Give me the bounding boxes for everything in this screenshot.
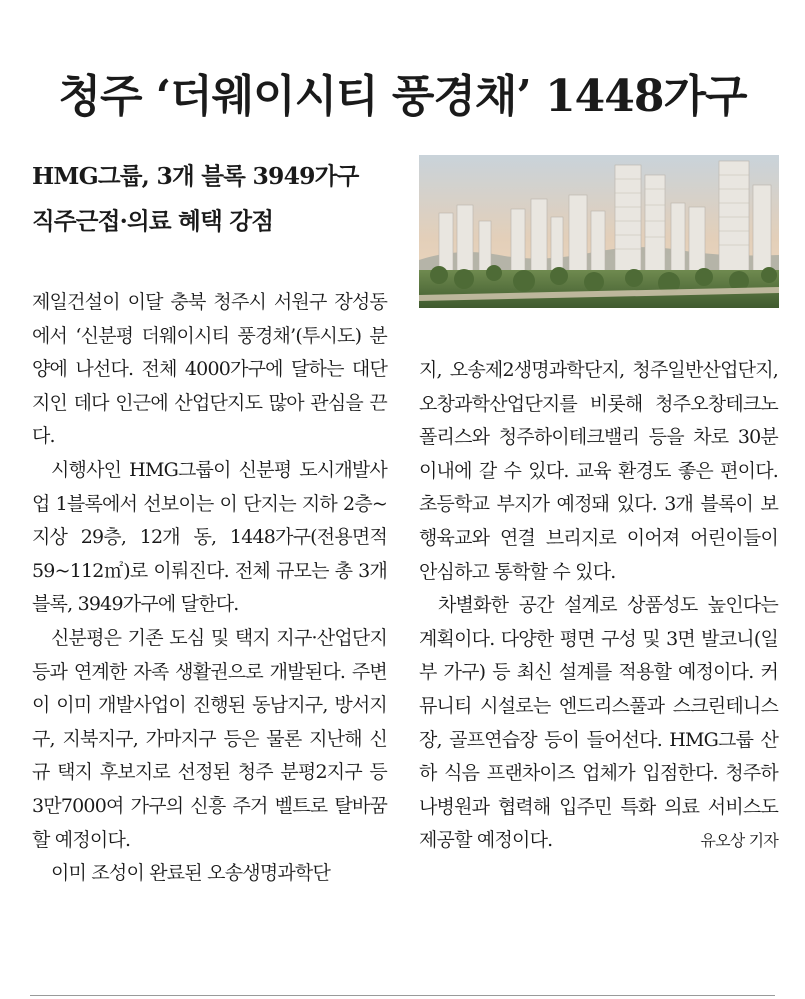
article-column-1 xyxy=(32,286,387,891)
article-paragraph: 이미 조성이 완료된 오송생명과학단 xyxy=(51,862,331,885)
bottom-divider xyxy=(30,995,775,996)
article-column-2 xyxy=(419,354,778,858)
subheadline-line-1: HMG그룹, 3개 블록 3949가구 xyxy=(32,162,359,190)
article-paragraph: 신분평은 기존 도심 및 택지 지구·산업단지 등과 연계한 자족 생활권으로 개발된다. 주변이 이미 개발사업이 진행된 동남지구, 방서지구, 지북지구, 가마지구 등은 물론 지난해 신규 택지 후보지로 선정된 청주 분평2지구 등 3만7000여 가구의 신흥 주거 벨트로 탈바꿈할 예정이다. xyxy=(32,626,387,851)
byline: 유오상 기자 xyxy=(700,831,778,851)
headline: 청주 ‘더웨이시티 풍경채’ 1448가구 xyxy=(58,71,747,123)
article-paragraph: 시행사인 HMG그룹이 신분평 도시개발사업 1블록에서 선보이는 이 단지는 지하 2층~지상 29층, 12개 동, 1448가구(전용면적 59~112㎡)로 이뤄진다. 전체 규모는 총 3개 블록, 3949가구에 달한다. xyxy=(32,458,387,616)
article-paragraph: 지, 오송제2생명과학단지, 청주일반산업단지, 오창과학산업단지를 비롯해 청주오창테크노폴리스와 청주하이테크밸리 등을 차로 30분 이내에 갈 수 있다. 교육 환경도 좋은 편이다. 초등학교 부지가 예정돼 있다. 3개 블록이 보행육교와 연결 브리지로 이어져 어린이들이 안심하고 통학할 수 있다. xyxy=(419,359,778,583)
subheadline xyxy=(32,154,402,244)
subheadline-line-2: 직주근접·의료 혜택 강점 xyxy=(32,207,274,235)
article-paragraph-text: 차별화한 공간 설계로 상품성도 높인다는 계획이다. 다양한 평면 구성 및 3면 발코니(일부 가구) 등 최신 설계를 적용할 예정이다. 커뮤니티 시설로는 엔드리스풀과 스크린테니스장, 골프연습장 등이 들어선다. HMG그룹 산하 식음 프랜차이즈 업체가 입점한다. 청주하나병원과 협력해 입주민 특화 의료 서비스도 제공할 예정이다. xyxy=(419,594,778,852)
apartment-rendering-image xyxy=(419,155,779,308)
article-paragraph: 제일건설이 이달 충북 청주시 서원구 장성동에서 ‘신분평 더웨이시티 풍경채’(투시도) 분양에 나선다. 전체 4000가구에 달하는 대단지인 데다 인근에 산업단지도 많아 관심을 끈다. xyxy=(32,291,387,448)
article-paragraph xyxy=(419,589,778,858)
apartment-rendering-photo xyxy=(419,155,779,308)
